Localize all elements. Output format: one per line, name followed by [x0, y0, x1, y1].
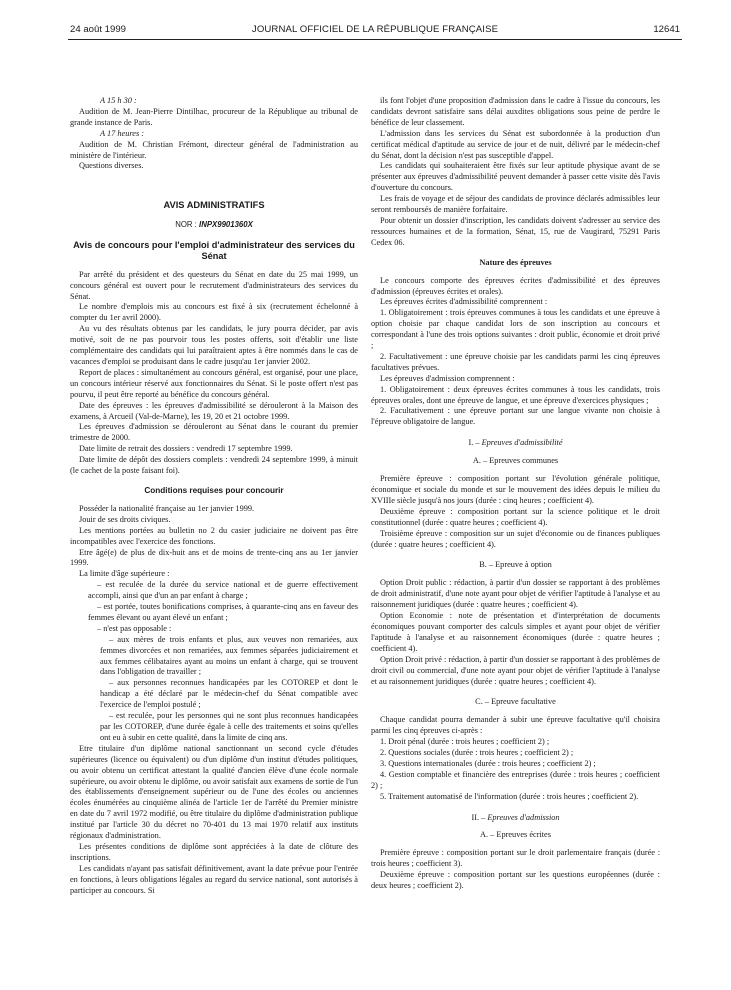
journal-title: JOURNAL OFFICIEL DE LA RÉPUBLIQUE FRANÇAISE [251, 24, 499, 35]
paragraph: Report de places : simultanément au concours général, est organisé, pour une place, un concours intérieur réservé aux fonctionnaires du Sénat. Si le poste offert n'est pas pourvu, il peut être reporté au bénéfice du concours général. [70, 367, 358, 399]
list-item: 4. Gestion comptable et financière des entreprises (durée : trois heures ; coefficient 2) ; [371, 769, 660, 790]
age-limit-list [70, 580, 358, 635]
right-column [371, 96, 660, 892]
admission-heading [371, 813, 660, 824]
nature-heading: Nature des épreuves [479, 257, 552, 267]
page-header [70, 24, 680, 38]
conditions-end [70, 842, 358, 897]
conditions-list [70, 504, 358, 580]
page-number: 12641 [653, 24, 680, 35]
audition-time: A 17 heures : [100, 128, 145, 138]
list-item: – est portée, toutes bonifications comprises, à quarante-cinq ans en faveur des femmes élevant ou ayant élevé un enfant ; [88, 602, 358, 622]
written-tests-heading: A. – Epreuves écrites [480, 830, 551, 840]
nor-value: INPX9901360X [199, 220, 253, 230]
paragraph: Au vu des résultats obtenus par les candidats, le jury pourra décider, par avis motivé, soit de ne pas pourvoir tous les postes offerts, soit d'établir une liste complémentaire des candidats qui lui paraîtraient aptes à être nommés dans le cas de vacances d'emploi se produisant dans le cadre jusqu'au 1er janvier 2002. [70, 324, 358, 366]
common-tests-list [371, 474, 660, 550]
nor-label: NOR : [175, 220, 197, 230]
header-date: 24 août 1999 [70, 24, 127, 35]
optional-tests-list [371, 737, 660, 802]
list-item: 2. Questions sociales (durée : trois heures ; coefficient 2) ; [380, 748, 574, 758]
left-column [70, 96, 358, 897]
paragraph: Les présentes conditions de diplôme sont appréciées à la date de clôture des inscriptions. [70, 841, 358, 862]
condition-item: Etre âgé(e) de plus de dix-huit ans et de moins de trente-cinq ans au 1er janvier 1999. [70, 547, 358, 568]
audition-text: Audition de M. Jean-Pierre Dintilhac, procureur de la République au tribunal de grande instance de Paris. [70, 106, 358, 127]
option-tests-list [371, 578, 660, 687]
option-heading: B. – Epreuve à option [479, 560, 552, 570]
paragraph: Par arrêté du président et des questeurs du Sénat en date du 25 mai 1999, un concours général est ouvert pour le recrutement d'administrateurs des services du Sénat. [70, 269, 358, 301]
audition-text: Audition de M. Christian Frémont, directeur général de l'administration au ministère de l'intérieur. [70, 139, 358, 160]
paragraph: Deuxième épreuve : composition portant sur les questions européennes (durée : deux heures ; coefficient 2). [371, 870, 660, 891]
paragraph: 1. Obligatoirement : deux épreuves écrites communes à tous les candidats, trois épreuves orales, dont une épreuve de langue, et une épreuve d'exercices physiques ; [371, 384, 660, 405]
paragraph: Première épreuve : composition portant sur l'évolution générale politique, économique et sociale du monde et sur le mouvement des idées depuis le milieu du XVIIIe siècle jusqu'à nos jours (durée : cinq heures ; coefficient 4). [371, 474, 660, 505]
condition-item: La limite d'âge supérieure : [79, 569, 170, 579]
questions-diverses: Questions diverses. [79, 161, 144, 171]
list-item: – n'est pas opposable : [97, 623, 172, 633]
paragraph: Option Droit public : rédaction, à partir d'un dossier se rapportant à des problèmes de droit administratif, d'une note ayant pour objet de vérifier l'aptitude à l'analyse et au raisonnement juridiques (durée : quatre heures ; coefficient 4). [371, 578, 660, 610]
condition-item: Posséder la nationalité française au 1er janvier 1999. [79, 503, 255, 513]
paragraph: Troisième épreuve : composition sur un sujet d'économie ou de finances publiques (durée : quatre heures ; coefficient 4). [371, 528, 660, 549]
section-label: Epreuves d'admissibilité [481, 438, 563, 448]
exemption-list [70, 635, 358, 744]
admissibility-heading [371, 438, 660, 449]
list-item: – est reculée de la durée du service national et de guerre effectivement accompli, ainsi que d'un an par enfant à charge ; [88, 580, 358, 601]
paragraph: Option Droit privé : rédaction, à partir d'un dossier se rapportant à des problèmes de droit civil ou commercial, d'une note ayant pour objet de vérifier l'aptitude à l'analyse et au raisonnement juridiques (durée : quatre heures ; coefficient 4). [371, 654, 660, 686]
optional-intro: Chaque candidat pourra demander à subir une épreuve facultative qu'il choisira parmi les cinq épreuves ci-après : [371, 715, 660, 736]
notice-paragraphs [70, 270, 358, 477]
condition-item: Les mentions portées au bulletin no 2 du casier judiciaire ne doivent pas être incompatibles avec l'exercice des fonctions. [70, 525, 358, 546]
section-number: II. – [471, 812, 486, 822]
common-tests-heading: A. – Epreuves communes [472, 456, 559, 466]
list-item: 5. Traitement automatisé de l'information (durée : trois heures ; coefficient 2). [380, 791, 639, 801]
paragraph: Le nombre d'emplois mis au concours est fixé à six (recrutement échelonné à compter du 1er avril 2000). [70, 302, 358, 323]
nor-reference [70, 220, 358, 231]
paragraph: L'admission dans les services du Sénat est subordonnée à la production d'un certificat médical d'aptitude au service de jour et de nuit, délivré par le médecin-chef du Sénat, dont la décision n'est pas susceptible d'appel. [371, 128, 660, 160]
continuation-paragraphs [371, 96, 660, 249]
paragraph: Les candidats n'ayant pas satisfait définitivement, avant la date prévue pour l'entrée en fonctions, à leurs obligations légales au regard du service national, sont autorisés à participer au concours. Si [70, 863, 358, 895]
section-label: Epreuves d'admission [487, 812, 560, 822]
condition-item: Jouir de ses droits civiques. [79, 514, 171, 524]
section-title: AVIS ADMINISTRATIFS [163, 200, 265, 211]
paragraph: Les épreuves d'admission se dérouleront au Sénat dans le courant du premier trimestre de 2000. [70, 422, 358, 443]
optional-heading: C. – Epreuve facultative [475, 697, 556, 707]
written-tests-list [371, 848, 660, 892]
paragraph: 2. Facultativement : une épreuve portant sur une langue vivante non choisie à l'épreuve obligatoire de langue. [371, 406, 660, 427]
diploma-requirement: Etre titulaire d'un diplôme national sanctionnant un second cycle d'études supérieures (licence ou équivalent) ou d'un diplôme d'un institut d'études politiques, ou avoir obtenu un certificat attestant la qualité d'ancien élève d'une école normale supérieure, ou avoir obtenu le diplôme, ou avoir satisfait aux examens de sortie de l'un des établissements d'enseignement supérieur ou de l'une des écoles ou anciennes écoles énumérées au cinquième alinéa de l'article 1er de l'arrêté du Premier ministre en date du 7 avril 1972 modifié, ou être titulaire du diplôme d'administration publique institué par l'article 30 du décret no 70-401 du 13 mai 1970 relatif aux instituts régionaux d'administration. [70, 743, 358, 841]
paragraph: Les candidats qui souhaiteraient être fixés sur leur aptitude physique avant de se présenter aux épreuves d'admissibilité peuvent demander à passer cette visite dès l'avis d'ouverture du concours. [371, 161, 660, 193]
paragraph: Les épreuves d'admission comprennent : [380, 373, 515, 383]
paragraph: 1. Obligatoirement : trois épreuves communes à tous les candidats et une épreuve à option choisie par chaque candidat lors de son inscription au concours et correspondant à l'une des trois options suivantes : droit public, économie et droit privé ; [371, 308, 660, 351]
paragraph: Date des épreuves : les épreuves d'admissibilité se dérouleront à la Maison des examens, à Arcueil (Val-de-Marne), les 19, 20 et 21 octobre 1999. [70, 400, 358, 421]
list-item: – aux mères de trois enfants et plus, aux veuves non remariées, aux femmes divorcées et non remariées, aux femmes séparées judiciairement et aux femmes célibataires ayant au moins un enfant à charge, qui se trouvent dans l'obligation de travailler ; [100, 634, 358, 677]
list-item: – est reculée, pour les personnes qui ne sont plus reconnues handicapées par les COTOREP, d'une durée égale à celle des traitements et soins qu'elles ont eu à subir en cette qualité, dans la limite de cinq ans. [100, 711, 358, 742]
paragraph: Les épreuves écrites d'admissibilité comprennent : [380, 297, 548, 307]
paragraph: Pour obtenir un dossier d'inscription, les candidats doivent s'adresser au service des ressources humaines et de la formation, Sénat, 15, rue de Vaugirard, 75291 Paris Cedex 06. [371, 215, 660, 247]
notice-title: Avis de concours pour l'emploi d'administrateur des services du Sénat [73, 240, 355, 261]
paragraph: Deuxième épreuve : composition portant sur la science politique et le droit constitutionnel (durée : quatre heures ; coefficient 4). [371, 506, 660, 527]
list-item: 3. Questions internationales (durée : trois heures ; coefficient 2) ; [380, 758, 596, 768]
paragraph: Date limite de dépôt des dossiers complets : vendredi 24 septembre 1999, à minuit (le cachet de la poste faisant foi). [70, 455, 358, 476]
audition-time: A 15 h 30 : [100, 96, 137, 105]
header-rule [68, 39, 682, 40]
list-item: – aux personnes reconnues handicapées par les COTOREP et dont le handicap a été déclaré par le médecin-chef du Sénat compatible avec l'exercice de l'emploi postulé ; [100, 678, 358, 710]
paragraph: Date limite de retrait des dossiers : vendredi 17 septembre 1999. [79, 444, 293, 454]
paragraph: Première épreuve : composition portant sur le droit parlementaire français (durée : trois heures ; coefficient 3). [371, 848, 660, 869]
paragraph: 2. Facultativement : une épreuve choisie par les candidats parmi les cinq épreuves facultatives prévues. [371, 351, 660, 372]
conditions-heading: Conditions requises pour concourir [144, 485, 284, 495]
section-number: I. – [468, 438, 480, 448]
paragraph: ils font l'objet d'une proposition d'admission dans le cadre à l'issue du concours, les candidats devront satisfaire sans délai auxdites obligations sous peine de perdre le bénéfice de leur classement. [371, 96, 660, 127]
paragraph: Le concours comporte des épreuves écrites d'admissibilité et des épreuves d'admission (épreuves écrites et orales). [371, 275, 660, 296]
paragraph: Option Economie : note de présentation et d'interprétation de documents économiques pouvant comporter des calculs simples et ayant pour objet de vérifier l'aptitude à l'analyse et au raisonnement économiques (durée : quatre heures ; coefficient 4). [371, 611, 660, 653]
nature-paragraphs [371, 276, 660, 429]
list-item: 1. Droit pénal (durée : trois heures ; coefficient 2) ; [380, 737, 550, 747]
paragraph: Les frais de voyage et de séjour des candidats de province déclarés admissibles leur seront remboursés de manière forfaitaire. [371, 194, 660, 215]
